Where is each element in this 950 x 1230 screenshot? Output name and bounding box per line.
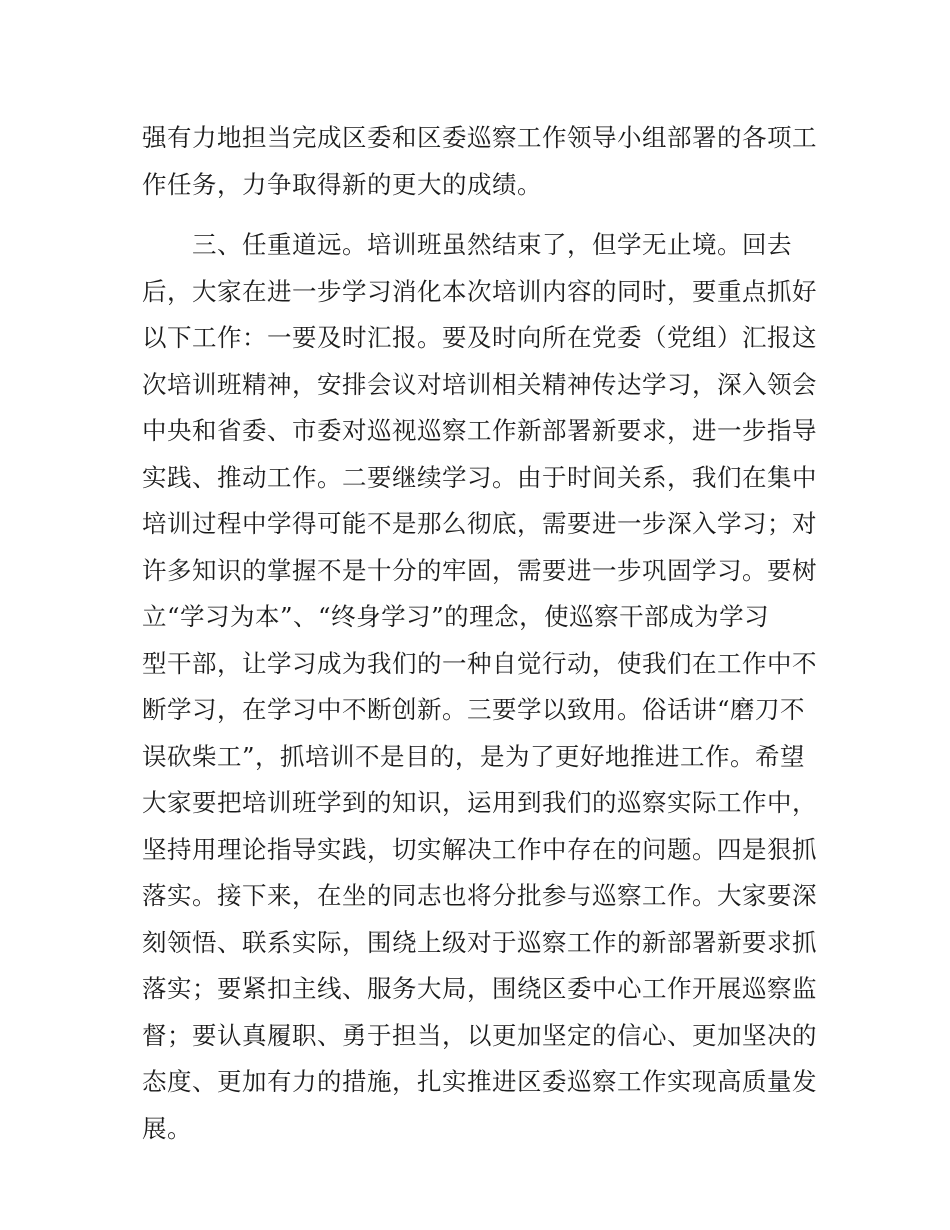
text-line: 断学习，在学习中不断创新。三要学以致用。俗话讲“磨刀不 [142,695,806,724]
text-line: 强有力地担当完成区委和区委巡察工作领导小组部署的各项工 [142,123,817,152]
paragraph-continued [142,115,822,208]
text-line: 次培训班精神，安排会议对培训相关精神传达学习，深入领会 [142,369,817,399]
text-line: 三、任重道远。培训班虽然结束了，但学无止境。回去 [142,230,792,259]
text-line: 坚持用理论指导实践，切实解决工作中存在的问题。四是狠抓 [142,834,817,864]
text-line: 刻领悟、联系实际，围绕上级对于巡察工作的新部署新要求抓 [142,927,817,957]
text-line: 中央和省委、市委对巡视巡察工作新部署新要求，进一步指导 [142,416,817,445]
text-line: 型干部，让学习成为我们的一种自觉行动，使我们在工作中不 [142,648,817,678]
text-line: 误砍柴工”，抓培训不是目的，是为了更好地推进工作。希望 [142,741,806,771]
text-line: 培训过程中学得可能不是那么彻底，需要进一步深入学习；对 [142,509,817,538]
text-line: 态度、更加有力的措施，扎实推进区委巡察工作实现高质量发 [142,1067,817,1096]
text-line: 以下工作：一要及时汇报。要及时向所在党委（党组）汇报这 [142,323,817,352]
text-line: 许多知识的掌握不是十分的牢固，需要进一步巩固学习。要树 [142,555,817,585]
text-line: 后，大家在进一步学习消化本次培训内容的同时，要重点抓好 [142,276,817,306]
text-line: 展。 [142,1113,192,1143]
text-line: 落实；要紧扣主线、服务大局，围绕区委中心工作开展巡察监 [142,974,817,1003]
text-line: 督；要认真履职、勇于担当，以更加坚定的信心、更加坚决的 [142,1020,817,1050]
text-line: 实践、推动工作。二要继续学习。由于时间关系，我们在集中 [142,462,817,492]
text-line: 落实。接下来，在坐的同志也将分批参与巡察工作。大家要深 [142,881,817,910]
text-line: 作任务，力争取得新的更大的成绩。 [142,169,542,199]
text-line: 大家要把培训班学到的知识，运用到我们的巡察实际工作中， [142,788,817,817]
text-line: 立“学习为本”、“终身学习”的理念，使巡察干部成为学习 [142,602,770,631]
paragraph-section-three [142,222,822,1152]
